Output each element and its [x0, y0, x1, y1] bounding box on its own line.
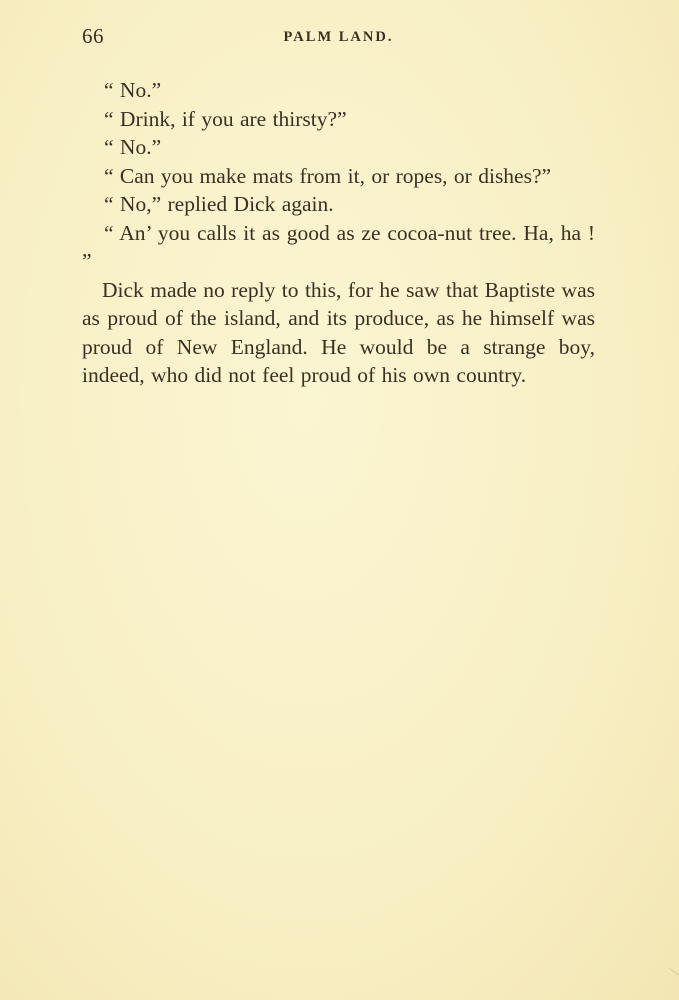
- dialogue-line: “ No,” replied Dick again.: [104, 192, 334, 216]
- dialogue-line: “ Can you make mats from it, or ropes, or dishes?”: [104, 163, 552, 188]
- page-header: [82, 24, 595, 54]
- narrative-paragraph: Dick made no reply to this, for he saw that Baptiste was as proud of the island, and its produce, as he himself was proud of New England. He would be a strange boy, indeed, who did not feel proud of his own country.: [82, 277, 595, 387]
- dialogue-line: “ Drink, if you are thirsty?”: [104, 106, 347, 131]
- page-number: 66: [82, 24, 104, 48]
- page-fold-mark: [663, 968, 679, 985]
- dialogue-line: “ No.”: [104, 78, 162, 102]
- dialogue-line: “ No.”: [104, 135, 162, 159]
- dialogue-line: “ An’ you calls it as good as ze cocoa-nut tree. Ha, ha ! ”: [82, 220, 595, 273]
- running-title: PALM LAND.: [283, 29, 394, 45]
- body-text: [82, 76, 595, 390]
